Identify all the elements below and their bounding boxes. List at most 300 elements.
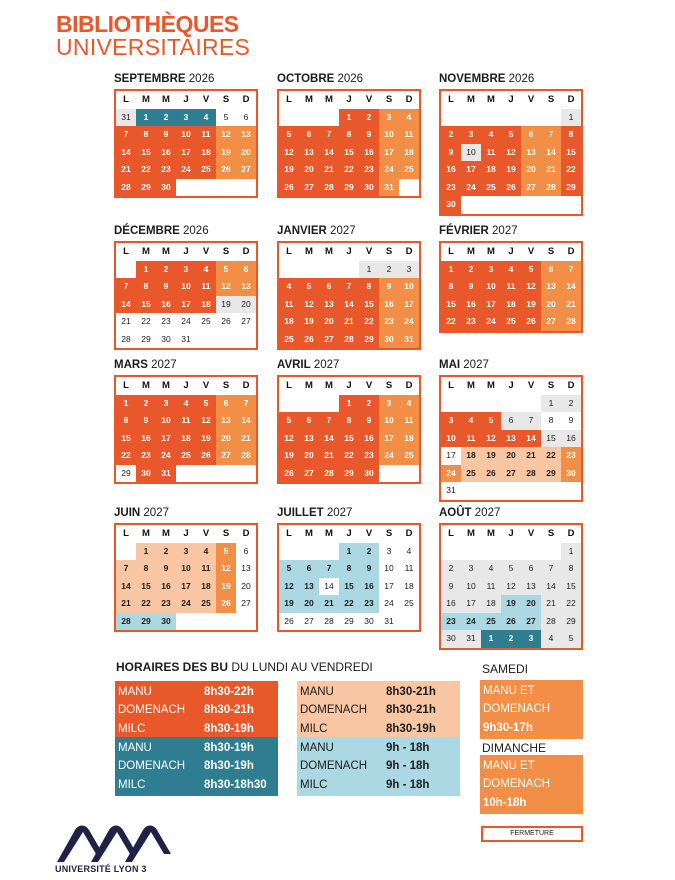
weekday-header: M bbox=[142, 380, 150, 391]
day-cell: 15 bbox=[136, 296, 156, 314]
sunday-hours: 10h-18h bbox=[483, 796, 527, 809]
month-year: 2026 bbox=[505, 73, 535, 85]
day-cell: 14 bbox=[521, 430, 541, 448]
opening-hours: 9h - 18h bbox=[386, 778, 430, 791]
weekday-header: J bbox=[508, 246, 514, 257]
sunday-line-2: DOMENACH bbox=[483, 778, 551, 791]
empty-cell bbox=[501, 543, 521, 561]
empty-cell bbox=[319, 261, 339, 279]
day-cell: 5 bbox=[501, 126, 521, 144]
month-label: MARS bbox=[114, 359, 148, 371]
hours-row bbox=[300, 757, 456, 775]
day-cell: 6 bbox=[236, 543, 256, 561]
day-cell: 14 bbox=[236, 412, 256, 430]
library-name: MANU bbox=[118, 742, 152, 754]
day-cell: 7 bbox=[236, 395, 256, 413]
day-cell: 17 bbox=[441, 447, 461, 465]
day-cell: 17 bbox=[379, 144, 399, 162]
day-cell: 8 bbox=[541, 412, 561, 430]
day-cell: 14 bbox=[319, 144, 339, 162]
day-cell: 3 bbox=[399, 261, 419, 279]
hours-row bbox=[118, 701, 274, 719]
hours-title-rest: DU LUNDI AU VENDREDI bbox=[231, 660, 373, 674]
day-cell: 15 bbox=[136, 144, 156, 162]
month-calendar bbox=[114, 224, 258, 350]
day-cell: 15 bbox=[359, 296, 379, 314]
day-cell: 7 bbox=[521, 412, 541, 430]
month-grid bbox=[114, 241, 258, 350]
day-cell: 10 bbox=[379, 412, 399, 430]
day-cell: 6 bbox=[299, 126, 319, 144]
month-year: 2026 bbox=[179, 225, 209, 237]
day-cell: 16 bbox=[156, 144, 176, 162]
day-cell: 24 bbox=[441, 465, 461, 483]
day-cell: 10 bbox=[176, 126, 196, 144]
library-name: DOMENACH bbox=[118, 704, 186, 717]
day-cell: 6 bbox=[521, 126, 541, 144]
day-cell: 20 bbox=[521, 161, 541, 179]
empty-cell bbox=[521, 543, 541, 561]
day-cell: 6 bbox=[319, 278, 339, 296]
day-cell: 29 bbox=[339, 613, 359, 631]
month-name bbox=[439, 72, 583, 87]
weekday-header: D bbox=[242, 246, 250, 257]
day-cell: 17 bbox=[176, 578, 196, 596]
weekday-header: L bbox=[123, 380, 129, 391]
opening-hours: 8h30-19h bbox=[204, 722, 254, 735]
weekday-header: J bbox=[346, 528, 352, 539]
day-cell: 4 bbox=[501, 261, 521, 279]
day-cell: 25 bbox=[461, 465, 481, 483]
day-cell: 17 bbox=[461, 595, 481, 613]
day-cell: 22 bbox=[359, 313, 379, 331]
day-cell: 5 bbox=[521, 261, 541, 279]
day-cell: 19 bbox=[521, 296, 541, 314]
day-cell: 27 bbox=[216, 447, 236, 465]
day-cell: 28 bbox=[339, 331, 359, 349]
day-cell: 16 bbox=[561, 430, 581, 448]
library-name: MANU bbox=[300, 742, 334, 754]
saturday-hours-box bbox=[480, 680, 583, 739]
day-cell: 12 bbox=[279, 578, 299, 596]
empty-cell bbox=[279, 261, 299, 279]
day-cell: 3 bbox=[176, 543, 196, 561]
hours-row bbox=[118, 739, 274, 757]
empty-cell bbox=[279, 395, 299, 413]
month-year: 2027 bbox=[310, 359, 340, 371]
day-cell: 24 bbox=[481, 313, 501, 331]
month-label: JUILLET bbox=[277, 507, 324, 519]
weekday-header: V bbox=[202, 246, 210, 257]
day-cell: 14 bbox=[319, 430, 339, 448]
month-year: 2027 bbox=[140, 507, 169, 519]
hours-row bbox=[300, 776, 456, 794]
day-cell: 22 bbox=[541, 447, 561, 465]
library-name: MILC bbox=[300, 778, 328, 791]
weekday-header: S bbox=[385, 380, 393, 391]
day-cell: 3 bbox=[441, 412, 461, 430]
weekday-header: V bbox=[365, 528, 373, 539]
weekday-header: L bbox=[448, 380, 454, 391]
weekday-header: D bbox=[405, 528, 413, 539]
day-cell: 1 bbox=[359, 261, 379, 279]
weekday-header: S bbox=[547, 380, 555, 391]
weekday-header: M bbox=[467, 380, 475, 391]
empty-cell bbox=[501, 395, 521, 413]
day-cell: 25 bbox=[176, 447, 196, 465]
empty-cell bbox=[279, 109, 299, 127]
day-cell: 4 bbox=[196, 543, 216, 561]
day-cell: 11 bbox=[196, 560, 216, 578]
month-name bbox=[439, 358, 583, 373]
opening-hours: 8h30-19h bbox=[204, 742, 254, 754]
day-cell: 15 bbox=[339, 144, 359, 162]
day-cell: 29 bbox=[136, 331, 156, 349]
day-cell: 26 bbox=[216, 161, 236, 179]
day-cell: 28 bbox=[116, 331, 136, 349]
empty-cell bbox=[116, 261, 136, 279]
month-label: MAI bbox=[439, 359, 461, 371]
opening-hours: 8h30-21h bbox=[386, 704, 436, 717]
day-cell: 27 bbox=[236, 313, 256, 331]
day-cell: 2 bbox=[461, 261, 481, 279]
day-cell: 22 bbox=[561, 595, 581, 613]
weekday-header: J bbox=[183, 528, 189, 539]
weekday-header: D bbox=[242, 380, 250, 391]
month-grid bbox=[277, 241, 421, 350]
month-year: 2027 bbox=[460, 359, 489, 371]
day-cell: 2 bbox=[136, 395, 156, 413]
day-cell: 10 bbox=[441, 430, 461, 448]
day-cell: 11 bbox=[176, 412, 196, 430]
weekday-header: D bbox=[242, 528, 250, 539]
weekday-header: M bbox=[142, 246, 150, 257]
day-cell: 31 bbox=[441, 482, 461, 500]
day-cell: 21 bbox=[561, 296, 581, 314]
day-cell: 22 bbox=[116, 447, 136, 465]
month-grid bbox=[114, 375, 258, 484]
day-cell: 7 bbox=[541, 560, 561, 578]
day-cell: 5 bbox=[216, 261, 236, 279]
day-cell: 24 bbox=[176, 161, 196, 179]
day-cell: 20 bbox=[236, 144, 256, 162]
weekday-header: V bbox=[527, 94, 535, 105]
day-cell: 27 bbox=[521, 613, 541, 631]
weekday-header: D bbox=[567, 380, 575, 391]
day-cell: 4 bbox=[399, 395, 419, 413]
library-name: MANU bbox=[118, 686, 152, 698]
day-cell: 12 bbox=[299, 296, 319, 314]
day-cell: 15 bbox=[441, 296, 461, 314]
day-cell: 13 bbox=[236, 278, 256, 296]
weekday-header: M bbox=[305, 94, 313, 105]
day-cell: 29 bbox=[136, 179, 156, 197]
month-label: JANVIER bbox=[277, 225, 327, 237]
day-cell: 31 bbox=[461, 630, 481, 648]
day-cell: 28 bbox=[561, 313, 581, 331]
day-cell: 22 bbox=[136, 595, 156, 613]
opening-hours: 8h30-21h bbox=[204, 704, 254, 717]
day-cell: 14 bbox=[339, 296, 359, 314]
weekday-header: S bbox=[547, 94, 555, 105]
day-cell: 2 bbox=[359, 395, 379, 413]
weekday-header: M bbox=[142, 528, 150, 539]
day-cell: 1 bbox=[561, 109, 581, 127]
hours-box-teal bbox=[115, 737, 278, 796]
day-cell: 22 bbox=[339, 595, 359, 613]
weekday-header: M bbox=[325, 94, 333, 105]
day-cell: 24 bbox=[399, 313, 419, 331]
day-cell: 8 bbox=[339, 126, 359, 144]
weekday-header: D bbox=[567, 94, 575, 105]
day-cell: 23 bbox=[359, 161, 379, 179]
library-name: DOMENACH bbox=[118, 760, 186, 773]
day-cell: 23 bbox=[136, 447, 156, 465]
day-cell: 4 bbox=[399, 109, 419, 127]
day-cell: 3 bbox=[379, 109, 399, 127]
day-cell: 16 bbox=[441, 161, 461, 179]
day-cell: 25 bbox=[279, 331, 299, 349]
weekday-header: L bbox=[286, 528, 292, 539]
library-name: MILC bbox=[118, 722, 146, 735]
month-label: JUIN bbox=[114, 507, 141, 519]
legend-closed: FERMETURE bbox=[481, 826, 583, 842]
weekday-header: L bbox=[286, 246, 292, 257]
day-cell: 4 bbox=[176, 395, 196, 413]
day-cell: 18 bbox=[481, 161, 501, 179]
empty-cell bbox=[279, 543, 299, 561]
day-cell: 1 bbox=[561, 543, 581, 561]
day-cell: 26 bbox=[279, 179, 299, 197]
weekday-header: M bbox=[325, 528, 333, 539]
weekday-header: M bbox=[487, 380, 495, 391]
day-cell: 28 bbox=[521, 465, 541, 483]
day-cell: 20 bbox=[501, 447, 521, 465]
day-cell: 2 bbox=[359, 109, 379, 127]
day-cell: 13 bbox=[299, 430, 319, 448]
month-calendar bbox=[439, 358, 583, 502]
empty-cell bbox=[501, 109, 521, 127]
day-cell: 12 bbox=[501, 578, 521, 596]
day-cell: 5 bbox=[561, 630, 581, 648]
empty-cell bbox=[299, 395, 319, 413]
weekday-header: L bbox=[286, 380, 292, 391]
day-cell: 9 bbox=[136, 412, 156, 430]
day-cell: 25 bbox=[399, 447, 419, 465]
day-cell: 7 bbox=[319, 560, 339, 578]
day-cell: 6 bbox=[299, 412, 319, 430]
day-cell: 27 bbox=[521, 179, 541, 197]
day-cell: 4 bbox=[279, 278, 299, 296]
weekday-header: D bbox=[405, 246, 413, 257]
opening-hours: 8h30-19h bbox=[204, 760, 254, 773]
weekday-header: S bbox=[385, 246, 393, 257]
weekday-header: J bbox=[346, 94, 352, 105]
day-cell: 15 bbox=[541, 430, 561, 448]
day-cell: 19 bbox=[279, 161, 299, 179]
day-cell: 12 bbox=[521, 278, 541, 296]
hours-row bbox=[118, 776, 274, 794]
day-cell: 13 bbox=[521, 144, 541, 162]
month-year: 2027 bbox=[147, 359, 177, 371]
day-cell: 3 bbox=[481, 261, 501, 279]
day-cell: 19 bbox=[501, 595, 521, 613]
day-cell: 27 bbox=[236, 595, 256, 613]
day-cell: 29 bbox=[561, 179, 581, 197]
weekday-header: J bbox=[183, 380, 189, 391]
empty-cell bbox=[541, 109, 561, 127]
weekday-header: V bbox=[202, 94, 210, 105]
hours-title bbox=[116, 660, 373, 674]
day-cell: 11 bbox=[399, 126, 419, 144]
saturday-line-2: DOMENACH bbox=[483, 703, 551, 716]
day-cell: 4 bbox=[196, 109, 216, 127]
day-cell: 18 bbox=[481, 595, 501, 613]
opening-hours: 8h30-19h bbox=[386, 722, 436, 735]
day-cell: 30 bbox=[136, 465, 156, 483]
month-grid bbox=[439, 89, 583, 216]
day-cell: 6 bbox=[299, 560, 319, 578]
day-cell: 18 bbox=[399, 144, 419, 162]
library-name: MANU bbox=[300, 686, 334, 698]
month-calendar bbox=[439, 72, 583, 216]
day-cell: 19 bbox=[216, 578, 236, 596]
empty-cell bbox=[541, 543, 561, 561]
weekday-header: M bbox=[467, 528, 475, 539]
day-cell: 10 bbox=[399, 278, 419, 296]
day-cell: 28 bbox=[319, 465, 339, 483]
weekday-header: S bbox=[222, 94, 230, 105]
day-cell: 30 bbox=[441, 630, 461, 648]
day-cell: 7 bbox=[541, 126, 561, 144]
opening-hours: 8h30-18h30 bbox=[204, 778, 267, 791]
day-cell: 20 bbox=[236, 296, 256, 314]
weekday-header: V bbox=[365, 94, 373, 105]
library-name: DOMENACH bbox=[300, 704, 368, 717]
day-cell: 13 bbox=[236, 560, 256, 578]
day-cell: 3 bbox=[461, 560, 481, 578]
day-cell: 16 bbox=[359, 144, 379, 162]
day-cell: 2 bbox=[156, 543, 176, 561]
weekday-header: S bbox=[222, 380, 230, 391]
day-cell: 30 bbox=[156, 613, 176, 631]
empty-cell bbox=[481, 543, 501, 561]
day-cell: 17 bbox=[379, 578, 399, 596]
day-cell: 16 bbox=[136, 430, 156, 448]
month-label: AOÛT bbox=[439, 507, 472, 519]
day-cell: 16 bbox=[359, 430, 379, 448]
empty-cell bbox=[521, 395, 541, 413]
day-cell: 18 bbox=[196, 144, 216, 162]
day-cell: 4 bbox=[481, 126, 501, 144]
hours-box-peach bbox=[297, 681, 460, 740]
day-cell: 10 bbox=[379, 560, 399, 578]
weekday-header: D bbox=[405, 380, 413, 391]
day-cell: 1 bbox=[116, 395, 136, 413]
day-cell: 14 bbox=[116, 578, 136, 596]
day-cell: 24 bbox=[379, 161, 399, 179]
month-label: NOVEMBRE bbox=[439, 73, 506, 85]
day-cell: 6 bbox=[501, 412, 521, 430]
day-cell: 24 bbox=[379, 447, 399, 465]
day-cell: 4 bbox=[481, 560, 501, 578]
day-cell: 15 bbox=[116, 430, 136, 448]
day-cell: 31 bbox=[176, 331, 196, 349]
day-cell: 29 bbox=[339, 465, 359, 483]
day-cell: 23 bbox=[359, 447, 379, 465]
day-cell: 29 bbox=[541, 465, 561, 483]
day-cell: 5 bbox=[279, 560, 299, 578]
weekday-header: M bbox=[162, 94, 170, 105]
day-cell: 23 bbox=[156, 161, 176, 179]
month-grid bbox=[277, 375, 421, 484]
weekday-header: M bbox=[325, 380, 333, 391]
month-label: FÉVRIER bbox=[439, 225, 489, 237]
day-cell: 8 bbox=[116, 412, 136, 430]
day-cell: 24 bbox=[176, 595, 196, 613]
day-cell: 21 bbox=[521, 447, 541, 465]
day-cell: 27 bbox=[299, 465, 319, 483]
day-cell: 10 bbox=[461, 144, 481, 162]
weekday-header: D bbox=[567, 528, 575, 539]
weekday-header: M bbox=[325, 246, 333, 257]
day-cell: 18 bbox=[461, 447, 481, 465]
month-name bbox=[277, 72, 421, 87]
day-cell: 21 bbox=[319, 161, 339, 179]
day-cell: 26 bbox=[279, 613, 299, 631]
weekday-header: M bbox=[487, 528, 495, 539]
weekday-header: M bbox=[487, 246, 495, 257]
day-cell: 6 bbox=[521, 560, 541, 578]
day-cell: 31 bbox=[379, 179, 399, 197]
day-cell: 2 bbox=[359, 543, 379, 561]
day-cell: 5 bbox=[299, 278, 319, 296]
day-cell: 25 bbox=[196, 313, 216, 331]
day-cell: 26 bbox=[216, 595, 236, 613]
day-cell: 9 bbox=[359, 560, 379, 578]
day-cell: 12 bbox=[216, 560, 236, 578]
day-cell: 1 bbox=[136, 543, 156, 561]
day-cell: 22 bbox=[441, 313, 461, 331]
month-label: AVRIL bbox=[277, 359, 311, 371]
month-calendar bbox=[114, 506, 258, 632]
month-calendar bbox=[277, 72, 421, 198]
day-cell: 8 bbox=[359, 278, 379, 296]
day-cell: 17 bbox=[461, 161, 481, 179]
weekday-header: S bbox=[547, 528, 555, 539]
day-cell: 8 bbox=[561, 560, 581, 578]
day-cell: 18 bbox=[501, 296, 521, 314]
opening-hours: 9h - 18h bbox=[386, 742, 430, 754]
day-cell: 29 bbox=[136, 613, 156, 631]
day-cell: 4 bbox=[399, 543, 419, 561]
day-cell: 28 bbox=[541, 613, 561, 631]
day-cell: 13 bbox=[299, 144, 319, 162]
day-cell: 8 bbox=[136, 560, 156, 578]
day-cell: 5 bbox=[279, 126, 299, 144]
day-cell: 19 bbox=[216, 144, 236, 162]
day-cell: 15 bbox=[339, 430, 359, 448]
day-cell: 25 bbox=[196, 161, 216, 179]
day-cell: 12 bbox=[279, 144, 299, 162]
day-cell: 11 bbox=[461, 430, 481, 448]
day-cell: 23 bbox=[156, 595, 176, 613]
day-cell: 26 bbox=[521, 313, 541, 331]
day-cell: 20 bbox=[236, 578, 256, 596]
day-cell: 22 bbox=[339, 447, 359, 465]
day-cell: 3 bbox=[156, 395, 176, 413]
empty-cell bbox=[116, 543, 136, 561]
